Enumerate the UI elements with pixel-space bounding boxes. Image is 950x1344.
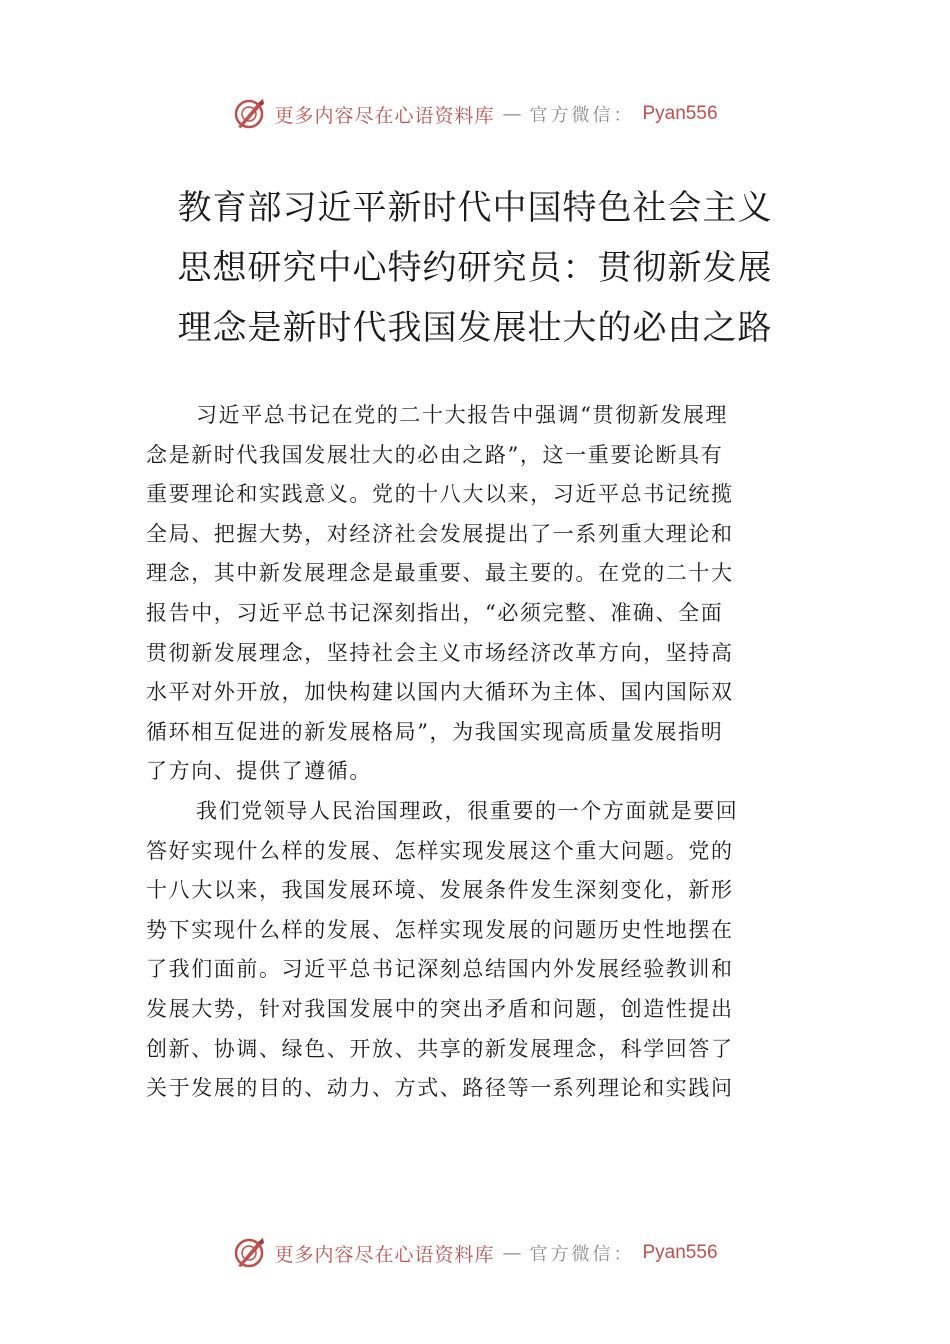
text-line: 习近平总书记在党的二十大报告中强调“贯彻新发展理	[196, 403, 729, 427]
banner-wechat-label: 官方微信：	[529, 105, 635, 126]
text-line: 创新、协调、绿色、开放、共享的新发展理念，科学回答了	[146, 1036, 734, 1061]
text-line: 我们党领导人民治国理政，很重要的一个方面就是要回	[196, 798, 739, 823]
text-line: 报告中，习近平总书记深刻指出，“必须完整、准确、全面	[146, 600, 724, 625]
text-line: 了我们面前。习近平总书记深刻总结国内外发展经验教训和	[146, 957, 734, 982]
title-line: 理念是新时代我国发展壮大的必由之路	[177, 308, 773, 348]
title-line: 思想研究中心特约研究员：贯彻新发展	[177, 248, 773, 288]
banner-dash: —	[502, 103, 522, 125]
pen-logo-icon	[232, 1236, 266, 1270]
paragraph	[146, 792, 806, 1109]
footer-banner	[0, 1233, 950, 1273]
text-line: 循环相互促进的新发展格局”，为我国实现高质量发展指明	[146, 719, 724, 744]
banner-dash: —	[502, 1242, 522, 1264]
text-line: 了方向、提供了遵循。	[146, 759, 372, 784]
text-line: 全局、把握大势，对经济社会发展提出了一系列重大理论和	[146, 521, 734, 546]
banner-wechat-label: 官方微信：	[529, 1244, 635, 1265]
banner-wechat-id: Pyan556	[642, 1242, 718, 1263]
banner-wechat-id: Pyan556	[642, 103, 718, 124]
text-line: 念是新时代我国发展壮大的必由之路”，这一重要论断具有	[146, 442, 724, 467]
title-line: 教育部习近平新时代中国特色社会主义	[177, 188, 773, 228]
pen-logo-icon	[232, 97, 266, 131]
text-line: 势下实现什么样的发展、怎样实现发展的问题历史性地摆在	[146, 917, 734, 942]
article-body	[146, 396, 806, 1109]
banner-slogan: 更多内容尽在心语资料库	[274, 104, 495, 127]
banner-slogan: 更多内容尽在心语资料库	[274, 1243, 495, 1266]
text-line: 重要理论和实践意义。党的十八大以来，习近平总书记统揽	[146, 482, 734, 507]
text-line: 发展大势，针对我国发展中的突出矛盾和问题，创造性提出	[146, 996, 734, 1021]
text-line: 十八大以来，我国发展环境、发展条件发生深刻变化，新形	[146, 878, 734, 903]
text-line: 水平对外开放，加快构建以国内大循环为主体、国内国际双	[146, 680, 734, 705]
text-line: 贯彻新发展理念，坚持社会主义市场经济改革方向，坚持高	[146, 640, 734, 665]
text-line: 理念，其中新发展理念是最重要、最主要的。在党的二十大	[146, 561, 734, 586]
text-line: 关于发展的目的、动力、方式、路径等一系列理论和实践问	[146, 1076, 734, 1101]
paragraph	[146, 396, 806, 792]
header-banner	[0, 94, 950, 134]
text-line: 答好实现什么样的发展、怎样实现发展这个重大问题。党的	[146, 838, 734, 863]
document-title	[150, 178, 800, 358]
